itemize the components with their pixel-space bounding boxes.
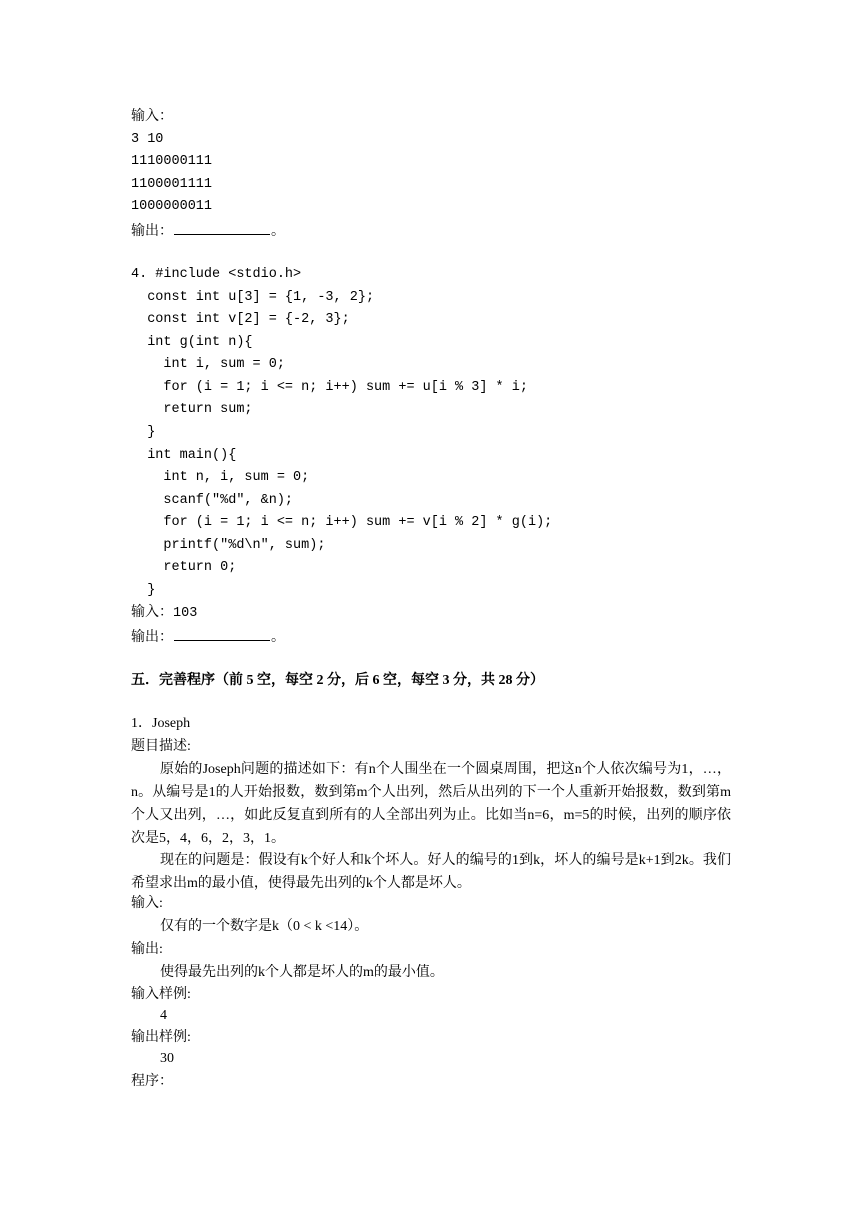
- input-line: 1110000111: [131, 154, 213, 169]
- description-paragraph: 现在的问题是：假设有k个好人和k个坏人。好人的编号的1到k，坏人的编号是k+1到2k。我们希望求出m的最小值，使得最先出列的k个人都是坏人。: [131, 853, 731, 891]
- answer-blank: [174, 220, 270, 235]
- sample-output-value: 30: [160, 1051, 174, 1066]
- input-description: 仅有的一个数字是k（0 < k <14）。: [160, 919, 369, 934]
- code-line: }: [131, 425, 156, 440]
- code-line: int main(){: [131, 448, 237, 463]
- sample-input-label: 输入样例:: [131, 987, 191, 1002]
- output-end: 。: [271, 630, 285, 645]
- output-label: 输出：: [131, 224, 173, 239]
- code-line: const int u[3] = {1, -3, 2};: [131, 290, 375, 305]
- code-line: printf("%d\n", sum);: [131, 538, 326, 553]
- input-line: 3 10: [131, 132, 164, 147]
- code-line: int i, sum = 0;: [131, 357, 285, 372]
- input-line: 1100001111: [131, 177, 213, 192]
- input-label: 输入:: [131, 896, 163, 911]
- input-label: 输入：: [131, 109, 173, 124]
- code-line: const int v[2] = {-2, 3};: [131, 312, 350, 327]
- description-label: 题目描述:: [131, 739, 191, 754]
- program-label: 程序：: [131, 1074, 173, 1089]
- code-line: return sum;: [131, 402, 253, 417]
- output-label: 输出：: [131, 630, 173, 645]
- sample-input-value: 4: [160, 1008, 167, 1023]
- code-line: }: [131, 583, 156, 598]
- output-line: [131, 626, 285, 648]
- code-line: return 0;: [131, 560, 237, 575]
- code-line: for (i = 1; i <= n; i++) sum += u[i % 3] * i;: [131, 380, 528, 395]
- output-description: 使得最先出列的k个人都是坏人的m的最小值。: [160, 965, 444, 980]
- code-line: int n, i, sum = 0;: [131, 470, 310, 485]
- output-end: 。: [271, 224, 285, 239]
- input-value: 103: [173, 606, 198, 621]
- code-line: 4. #include <stdio.h>: [131, 267, 302, 282]
- answer-blank: [174, 626, 270, 641]
- input-line: [131, 603, 197, 624]
- code-line: for (i = 1; i <= n; i++) sum += v[i % 2] * g(i);: [131, 515, 553, 530]
- output-label: 输出:: [131, 942, 163, 957]
- output-line: [131, 220, 285, 242]
- code-line: int g(int n){: [131, 335, 253, 350]
- input-label: 输入：: [131, 605, 173, 620]
- code-line: scanf("%d", &n);: [131, 493, 294, 508]
- input-line: 1000000011: [131, 199, 213, 214]
- sample-output-label: 输出样例:: [131, 1030, 191, 1045]
- section-heading: 五．完善程序（前 5 空，每空 2 分，后 6 空，每空 3 分，共 28 分）: [131, 673, 544, 688]
- problem-title: 1．Joseph: [131, 716, 191, 731]
- description-paragraph: 原始的Joseph问题的描述如下：有n个人围坐在一个圆桌周围，把这n个人依次编号为1，…，n。从编号是1的人开始报数，数到第m个人出列，然后从出列的下一个人重新开始报数，数到第m个人又出列，…，如此反复直到所有的人全部出列为止。比如当n=6，m=5的时候，出列的顺序依次是5，4，6，2，3，1。: [131, 762, 731, 846]
